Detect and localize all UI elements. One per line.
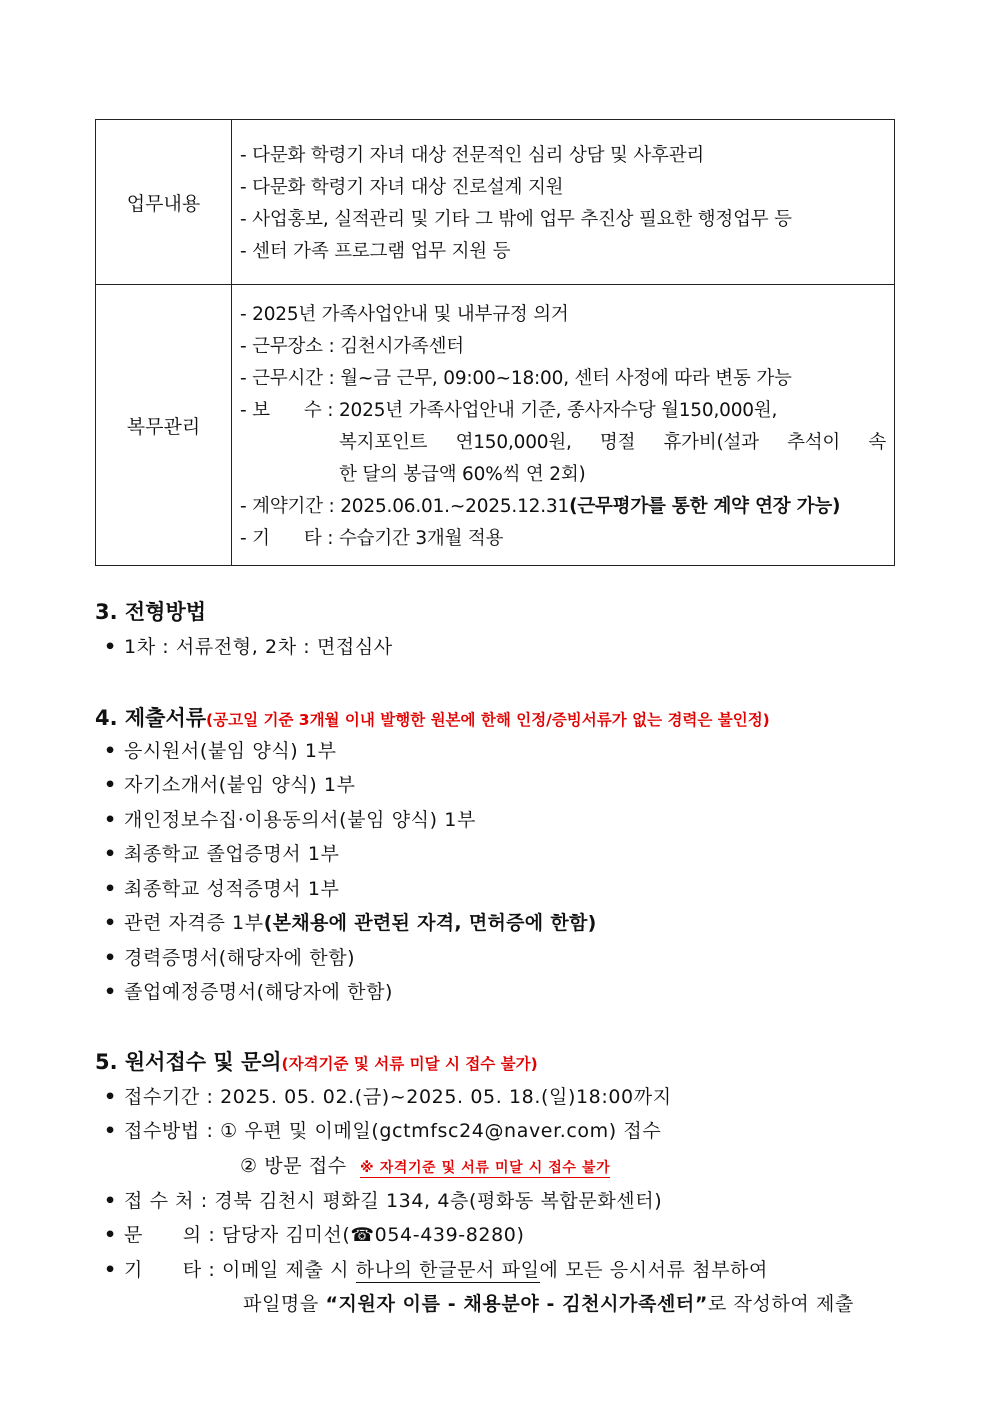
service-line: - 근무장소 : 김천시가족센터 (240, 336, 464, 357)
list-item (104, 977, 393, 1004)
place-text: 접 수 처 : 경북 김천시 평화길 134, 4층(평화동 복합문화센터) (124, 1190, 663, 1212)
contract-extension-note: (근무평가를 통한 계약 연장 가능) (569, 496, 841, 517)
bullet-icon: • (104, 1224, 117, 1246)
list-item-text: 자기소개서(붙임 양식) 1부 (124, 774, 356, 796)
list-item-text: 최종학교 성적증명서 1부 (124, 878, 340, 900)
pay-line: 한 달의 봉급액 60%씩 연 2회) (338, 464, 586, 485)
contract-period: - 계약기간 : 2025.06.01.~2025.12.31 (240, 496, 570, 517)
list-item (104, 1116, 661, 1143)
duties-content (232, 120, 895, 285)
bullet-icon: • (104, 981, 117, 1003)
bullet-icon: • (104, 843, 117, 865)
pay-line: 복지포인트 연150,000원, 명절 휴가비(설과 추석이 속 (338, 432, 886, 453)
section4-title: 4. 제출서류 (95, 706, 207, 730)
section5-title: 5. 원서접수 및 문의 (95, 1050, 282, 1074)
etc-underline: 하나의 한글문서 파일 (355, 1259, 540, 1281)
service-row (96, 285, 895, 566)
list-item-text: 경력증명서(해당자에 한함) (124, 947, 356, 969)
filename-format: “지원자 이름 - 채용분야 - 김천시가족센터” (325, 1293, 708, 1315)
duty-line: - 다문화 학령기 자녀 대상 진로설계 지원 (240, 177, 564, 198)
list-item-text: 1차 : 서류전형, 2차 : 면접심사 (124, 636, 393, 658)
license-text: 관련 자격증 1부 (124, 912, 264, 934)
duty-line: - 센터 가족 프로그램 업무 지원 등 (240, 241, 511, 262)
list-item (104, 1220, 524, 1247)
etc-line2 (243, 1289, 854, 1316)
bullet-icon: • (104, 1259, 117, 1281)
list-item-text: 개인정보수집·이용동의서(붙임 양식) 1부 (124, 809, 476, 831)
bullet-icon: • (104, 809, 117, 831)
list-item (104, 632, 393, 659)
period-text: 접수기간 : 2025. 05. 02.(금)~2025. 05. 18.(일)18:00까지 (124, 1086, 672, 1108)
list-item (104, 839, 340, 866)
pay-block (240, 395, 886, 491)
list-item-text: 응시원서(붙임 양식) 1부 (124, 740, 337, 762)
list-item (104, 943, 355, 970)
bullet-icon: • (104, 912, 117, 934)
method2-text: ② 방문 접수 (240, 1155, 347, 1177)
duties-row (96, 120, 895, 285)
pay-line: 2025년 가족사업안내 기준, 종사자수당 월150,000원, (338, 400, 778, 421)
service-line: - 근무시간 : 월~금 근무, 09:00~18:00, 센터 사정에 따라 변동 가능 (240, 368, 792, 389)
section5-heading (95, 1046, 538, 1076)
service-line: - 2025년 가족사업안내 및 내부규정 의거 (240, 304, 569, 325)
etc-line2-suffix: 로 작성하여 제출 (707, 1293, 854, 1315)
bullet-icon: • (104, 636, 117, 658)
job-info-table (95, 119, 895, 566)
service-content (232, 285, 895, 566)
list-item-text: 최종학교 졸업증명서 1부 (124, 843, 340, 865)
contact-text: 문 의 : 담당자 김미선(☎054-439-8280) (124, 1224, 525, 1246)
bullet-icon: • (104, 1120, 117, 1142)
method-text: 접수방법 : ① 우편 및 이메일(gctmfsc24@naver.com) 접수 (124, 1120, 662, 1142)
list-item (104, 908, 597, 935)
list-item (104, 1186, 662, 1213)
service-header: 복무관리 (96, 285, 232, 566)
list-item (104, 1255, 768, 1282)
bullet-icon: • (104, 774, 117, 796)
bullet-icon: • (104, 740, 117, 762)
pay-text (339, 395, 886, 491)
etc-line: - 기 타 : 수습기간 3개월 적용 (240, 528, 504, 549)
duties-header: 업무내용 (96, 120, 232, 285)
list-item-text: 졸업예정증명서(해당자에 한함) (124, 981, 394, 1003)
list-item (104, 1082, 672, 1109)
list-item (104, 736, 337, 763)
list-item (104, 874, 340, 901)
etc-suffix: 에 모든 응시서류 첨부하여 (539, 1259, 768, 1281)
etc-prefix: 기 타 : 이메일 제출 시 (124, 1259, 356, 1281)
section4-note: (공고일 기준 3개월 이내 발행한 원본에 한해 인정/증빙서류가 없는 경력은 불인정) (206, 711, 770, 729)
bullet-icon: • (104, 1190, 117, 1212)
section3-title: 3. 전형방법 (95, 600, 207, 624)
duty-line: - 사업홍보, 실적관리 및 기타 그 밖에 업무 추진상 필요한 행정업무 등 (240, 209, 792, 230)
bullet-icon: • (104, 878, 117, 900)
method-line2 (240, 1151, 610, 1178)
section5-note: (자격기준 및 서류 미달 시 접수 불가) (281, 1055, 538, 1073)
method2-note: ※ 자격기준 및 서류 미달 시 접수 불가 (360, 1160, 611, 1176)
duty-line: - 다문화 학령기 자녀 대상 전문적인 심리 상담 및 사후관리 (240, 145, 705, 166)
pay-label: - 보 수 : (240, 400, 339, 421)
license-note: (본채용에 관련된 자격, 면허증에 한함) (263, 912, 597, 934)
bullet-icon: • (104, 1086, 117, 1108)
bullet-icon: • (104, 947, 117, 969)
list-item (104, 770, 356, 797)
section4-heading (95, 702, 770, 732)
contract-line (240, 491, 886, 523)
etc-line2-prefix: 파일명을 (243, 1293, 326, 1315)
list-item (104, 805, 476, 832)
